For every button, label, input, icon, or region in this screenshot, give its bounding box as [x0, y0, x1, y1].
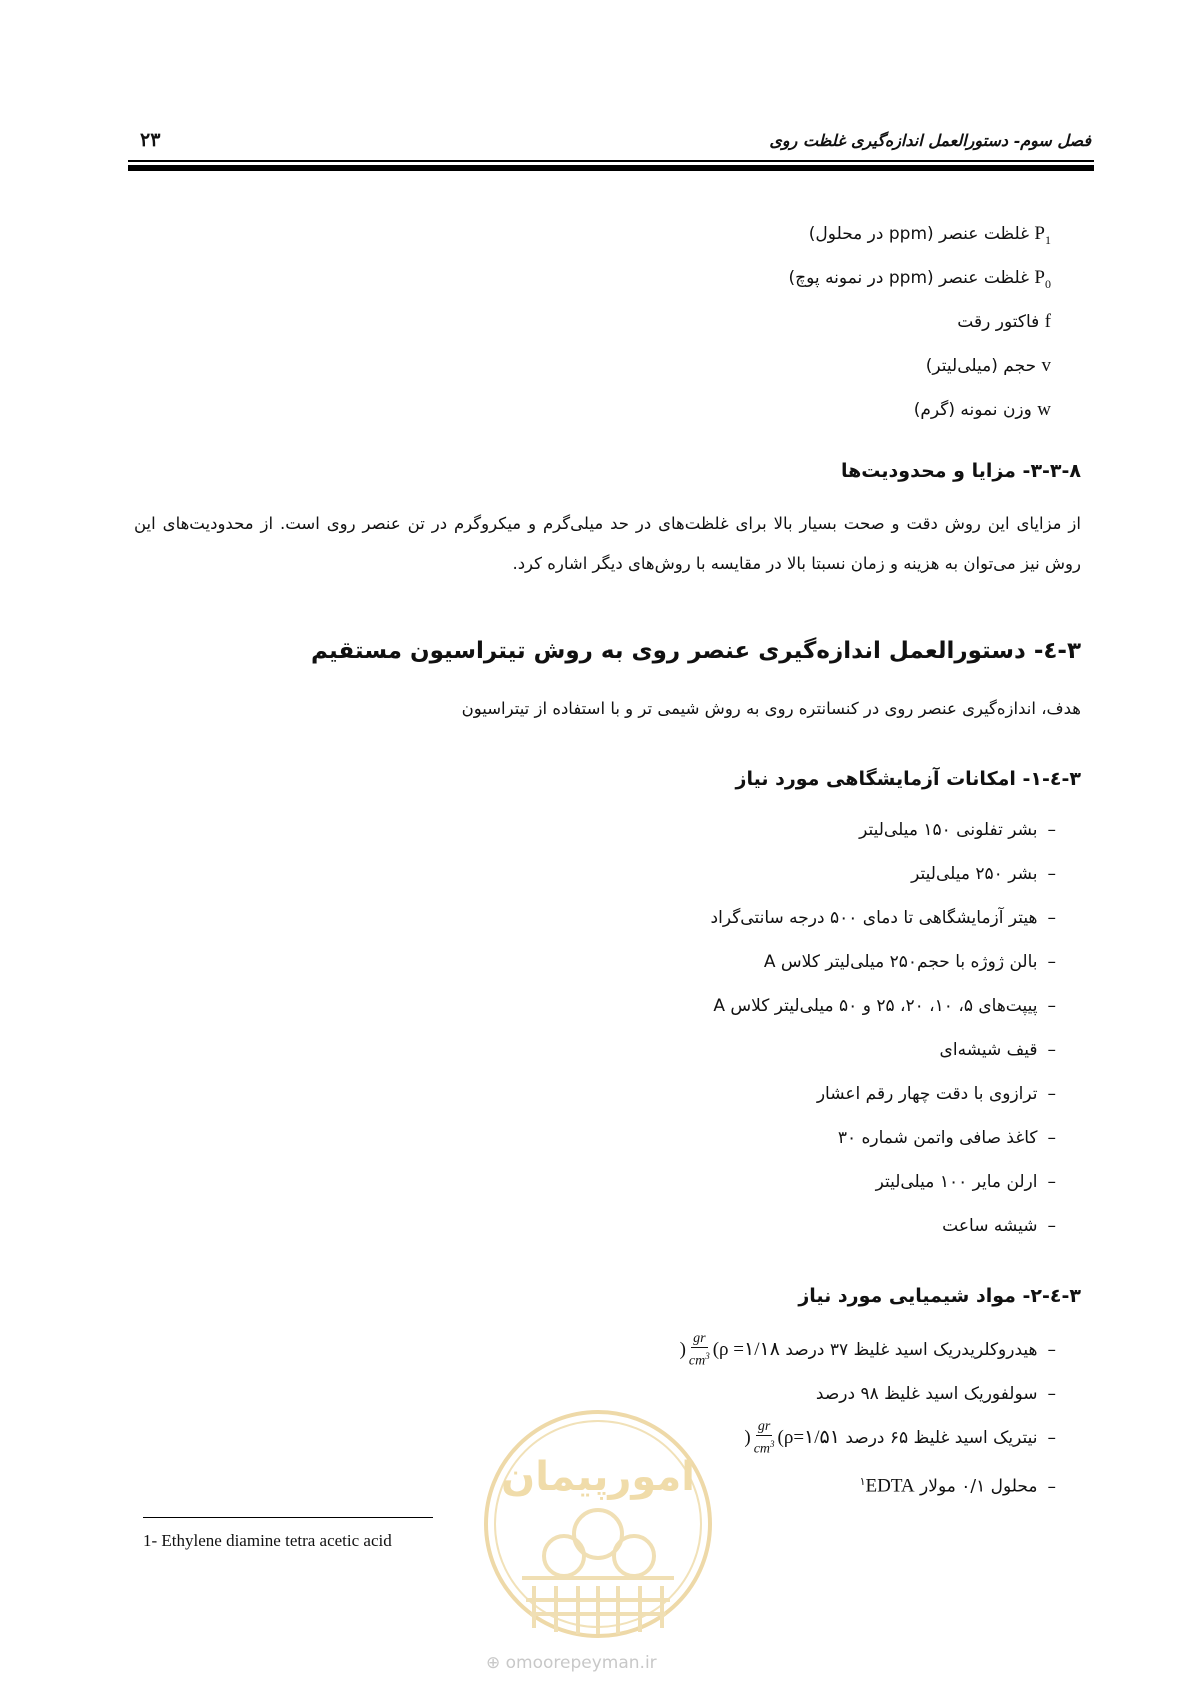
list-item: –هیتر آزمایشگاهی تا دمای ۵۰۰ درجه سانتی‌گراد	[710, 908, 1056, 928]
section-heading: ۳-٤- دستورالعمل اندازه‌گیری عنصر روی به روش تیتراسیون مستقیم	[310, 638, 1081, 664]
variable-definition	[789, 212, 1051, 256]
variable-symbol: $P_0$	[1034, 267, 1051, 291]
body-paragraph: از مزایای این روش دقت و صحت بسیار بالا برای غلظت‌های در حد میلی‌گرم و میکروگرم در تن عنصر روی است. از محدودیت‌های این روش نیز می‌توان به هزینه و زمان نسبتا بالا در مقایسه با روش‌های دیگر اشاره کرد.	[134, 514, 1081, 573]
section-heading: ۳-٤-۱- امکانات آزمایشگاهی مورد نیاز	[735, 768, 1081, 790]
variable-definition	[789, 256, 1051, 300]
footnote-mark: ۱	[859, 1475, 866, 1488]
watermark-logo-text: امورپیمان	[501, 1454, 695, 1500]
list-item: –محلول ۰/۱ مولار EDTA$^۱$	[859, 1475, 1056, 1497]
footnote-rule	[143, 1517, 433, 1518]
variable-description: غلظت عنصر (ppm در نمونه پوچ)	[788, 268, 1030, 288]
list-item: –بالن ژوژه با حجم۲۵۰ میلی‌لیتر کلاس A	[763, 952, 1056, 972]
list-item: –نیتریک اسید غلیظ ۶۵ درصد ) $\frac{gr}{cm^3}$ (ρ=۱/۵۱	[744, 1419, 1056, 1457]
variable-definition	[789, 344, 1051, 388]
list-item: –شیشه ساعت	[942, 1216, 1056, 1236]
page-number: ۲۳	[140, 129, 161, 151]
chapter-header: فصل سوم- دستورالعمل اندازه‌گیری غلظت روی	[769, 131, 1091, 150]
equipment-list	[711, 808, 1056, 1248]
list-item: –ترازوی با دقت چهار رقم اعشار	[816, 1084, 1056, 1104]
variable-symbol: f	[1044, 311, 1051, 332]
variable-definition	[789, 300, 1051, 344]
list-item: –سولفوریک اسید غلیظ ۹۸ درصد	[815, 1384, 1056, 1404]
chemicals-list	[680, 1328, 1056, 1504]
variable-definition	[789, 388, 1051, 432]
list-item: –ارلن مایر ۱۰۰ میلی‌لیتر	[875, 1172, 1056, 1192]
list-item: –هیدروکلریدریک اسید غلیظ ۳۷ درصد ) $\frac{gr}{cm^3}$ (ρ =۱/۱۸	[679, 1331, 1056, 1369]
variable-symbol: w	[1037, 399, 1051, 420]
list-item: –کاغذ صافی واتمن شماره ۳۰	[837, 1128, 1056, 1148]
header-rule-thick	[128, 165, 1094, 171]
unit-fraction: $\frac{gr}{cm^3}$	[688, 1331, 710, 1369]
variable-description: حجم (میلی‌لیتر)	[925, 356, 1037, 376]
section-heading: ۳-۳-۸- مزایا و محدودیت‌ها	[840, 460, 1081, 482]
list-item: –بشر ۲۵۰ میلی‌لیتر	[911, 864, 1056, 884]
density-value: ) $\frac{gr}{cm^3}$ (ρ=۱/۵۱	[744, 1419, 840, 1457]
unit-fraction: $\frac{gr}{cm^3}$	[753, 1419, 775, 1457]
list-item: –پیپت‌های ۵، ۱۰، ۲۰، ۲۵ و ۵۰ میلی‌لیتر کلاس A	[713, 996, 1056, 1016]
variable-definitions	[789, 212, 1051, 432]
watermark-seal-logo	[482, 1408, 714, 1640]
variable-symbol: v	[1041, 355, 1051, 376]
list-item: –بشر تفلونی ۱۵۰ میلی‌لیتر	[859, 820, 1056, 840]
list-item: –قیف شیشه‌ای	[939, 1040, 1056, 1060]
density-value: ) $\frac{gr}{cm^3}$ (ρ =۱/۱۸	[679, 1331, 780, 1369]
section-heading: ۳-٤-۲- مواد شیمیایی مورد نیاز	[798, 1285, 1081, 1307]
variable-symbol: $P_1$	[1034, 223, 1051, 247]
header-rule-thin	[128, 160, 1094, 162]
variable-description: غلظت عنصر (ppm در محلول)	[808, 224, 1030, 244]
variable-description: فاکتور رقت	[957, 312, 1040, 332]
variable-description: وزن نمونه (گرم)	[913, 400, 1032, 420]
edta-term: EDTA	[865, 1475, 915, 1497]
goal-paragraph: هدف، اندازه‌گیری عنصر روی در کنسانتره روی به روش شیمی تر و با استفاده از تیتراسیون	[461, 699, 1081, 718]
watermark-website: ⊕ omoorepeyman.ir	[486, 1653, 657, 1673]
footnote: 1- Ethylene diamine tetra acetic acid	[143, 1531, 392, 1550]
